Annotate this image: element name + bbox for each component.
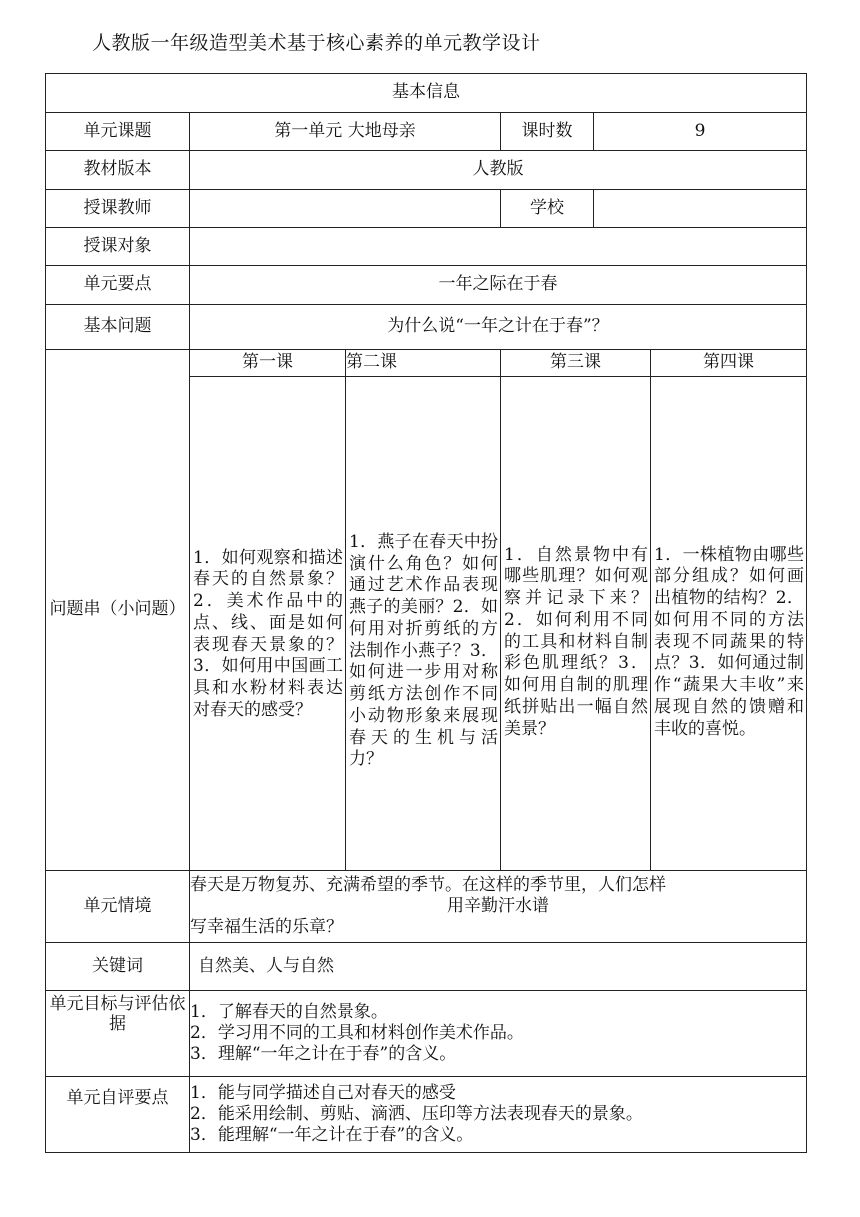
goal-item: 1．了解春天的自然景象。 bbox=[190, 1001, 388, 1022]
basic-question-value: 为什么说“一年之计在于春”？ bbox=[190, 305, 807, 350]
goals-label: 单元目标与评估依据 bbox=[46, 991, 190, 1077]
lesson-1-questions bbox=[190, 377, 346, 871]
question-chain-label: 问题串（小问题） bbox=[46, 350, 190, 871]
unit-topic-value: 第一单元 大地母亲 bbox=[190, 113, 501, 151]
lesson-4-questions bbox=[651, 377, 807, 871]
basic-info-header: 基本信息 bbox=[46, 74, 807, 113]
school-value bbox=[594, 190, 807, 228]
goals-list bbox=[190, 991, 807, 1077]
self-eval-list bbox=[190, 1077, 807, 1153]
audience-value bbox=[190, 228, 807, 266]
school-label: 学校 bbox=[501, 190, 594, 228]
hours-value: 9 bbox=[594, 113, 807, 151]
context-value bbox=[190, 871, 807, 943]
self-eval-item: 3．能理解“一年之计在于春”的含义。 bbox=[190, 1125, 474, 1146]
self-eval-item: 2．能采用绘制、剪贴、滴洒、压印等方法表现春天的景象。 bbox=[190, 1103, 643, 1124]
unit-topic-label: 单元课题 bbox=[46, 113, 190, 151]
lesson-4-text: 1．一株植物由哪些部分组成？如何画出植物的结构？2．如何用不同的方法表现不同蔬果的特点？3．如何通过制作“蔬果大丰收”来展现自然的馈赠和丰收的喜悦。 bbox=[654, 544, 804, 739]
lesson-3-text: 1．自然景物中有哪些肌理？如何观察并记录下来？2．如何利用不同的工具和材料自制彩色肌理纸？3．如何用自制的肌理纸拼贴出一幅自然美景？ bbox=[504, 544, 648, 739]
context-line-3: 写幸福生活的乐章？ bbox=[190, 917, 343, 938]
teacher-label: 授课教师 bbox=[46, 190, 190, 228]
goal-item: 2．学习用不同的工具和材料创作美术作品。 bbox=[190, 1022, 524, 1043]
lesson-3-title: 第三课 bbox=[501, 350, 651, 377]
lesson-2-text: 1．燕子在春天中扮演什么角色？如何通过艺术作品表现燕子的美丽？2．如何用对折剪纸的方法制作小燕子？3．如何进一步用对称剪纸方法创作不同小动物形象来展现春天的生机与活力？ bbox=[349, 531, 498, 770]
context-line-2: 用辛勤汗水谱 bbox=[447, 895, 549, 916]
context-label: 单元情境 bbox=[46, 871, 190, 943]
lesson-2-questions bbox=[346, 377, 501, 871]
unit-design-table bbox=[45, 73, 807, 1153]
key-points-label: 单元要点 bbox=[46, 266, 190, 305]
hours-label: 课时数 bbox=[501, 113, 594, 151]
lesson-2-title: 第二课 bbox=[346, 350, 501, 377]
lesson-4-title: 第四课 bbox=[651, 350, 807, 377]
lesson-1-title: 第一课 bbox=[190, 350, 346, 377]
basic-question-label: 基本问题 bbox=[46, 305, 190, 350]
self-eval-label: 单元自评要点 bbox=[46, 1077, 190, 1153]
textbook-label: 教材版本 bbox=[46, 151, 190, 190]
keywords-label: 关键词 bbox=[46, 943, 190, 991]
self-eval-item: 1．能与同学描述自己对春天的感受 bbox=[190, 1082, 456, 1103]
document-title: 人教版一年级造型美术基于核心素养的单元教学设计 bbox=[92, 32, 541, 54]
textbook-value: 人教版 bbox=[190, 151, 807, 190]
keywords-value: 自然美、人与自然 bbox=[190, 943, 807, 991]
audience-label: 授课对象 bbox=[46, 228, 190, 266]
key-points-value: 一年之际在于春 bbox=[190, 266, 807, 305]
context-line-1: 春天是万物复苏、充满希望的季节。在这样的季节里，人们怎样 bbox=[190, 874, 666, 895]
teacher-value bbox=[190, 190, 501, 228]
goal-item: 3．理解“一年之计在于春”的含义。 bbox=[190, 1044, 457, 1065]
lesson-3-questions bbox=[501, 377, 651, 871]
lesson-1-text: 1．如何观察和描述春天的自然景象？2．美术作品中的点、线、面是如何表现春天景象的？3．如何用中国画工具和水粉材料表达对春天的感受？ bbox=[193, 547, 343, 720]
